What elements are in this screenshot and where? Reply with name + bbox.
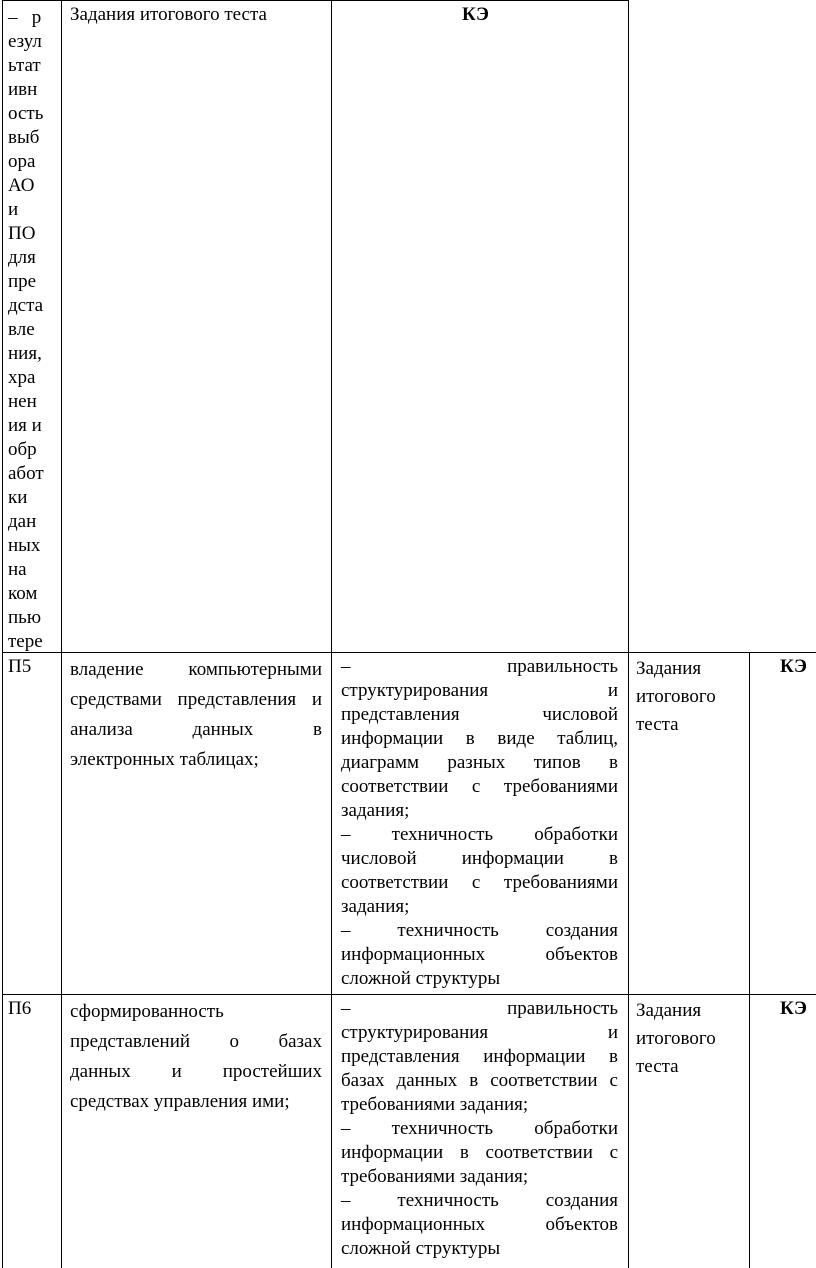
p5crit-line: информации в виде таблиц, xyxy=(341,728,618,749)
p5-code: П5 xyxy=(8,656,32,677)
p6-form xyxy=(636,997,716,1081)
p6crit-line: требованиями задания; xyxy=(341,1166,529,1187)
contcol1-line: ора xyxy=(8,151,36,172)
contcol1-line: пью xyxy=(8,607,42,628)
p6crit-line: структурирования и xyxy=(341,1022,618,1043)
p5-form xyxy=(636,655,716,739)
contcol1-line: пре xyxy=(8,271,37,292)
p5crit-line: сложной структуры xyxy=(341,968,501,989)
contcol1-line: ПО xyxy=(8,223,36,244)
p5crit-line: числовой информации в xyxy=(341,848,618,869)
p6crit-line: представления информации в xyxy=(341,1046,618,1067)
cont-result-cell xyxy=(8,6,44,654)
contcol1-line: хра xyxy=(8,367,36,388)
p5crit-line: задания; xyxy=(341,800,410,821)
contcol1-line: ьтат xyxy=(8,55,41,76)
contcol1-line: дан xyxy=(8,511,37,532)
p6crit-line: информационных объектов xyxy=(341,1214,618,1235)
p6-criteria xyxy=(341,997,618,1261)
p5crit-line: задания; xyxy=(341,896,410,917)
p6res-line: средствах управления ими; xyxy=(70,1091,290,1112)
contcol1-line: ных xyxy=(8,535,41,556)
p5crit-line: – техничность создания xyxy=(341,920,618,941)
p5crit-line: диаграмм разных типов в xyxy=(341,752,618,773)
p6form-line: итогового xyxy=(636,1028,716,1049)
table-border-row2 xyxy=(2,994,816,995)
p6crit-line: – техничность создания xyxy=(341,1190,618,1211)
p6crit-line: базах данных в соответствии с xyxy=(341,1070,618,1091)
p5crit-line: соответствии с требованиями xyxy=(341,872,618,893)
p5-criteria xyxy=(341,655,618,991)
contcol1-line: вле xyxy=(8,319,35,340)
p6crit-line: требованиями задания; xyxy=(341,1094,529,1115)
table-border-row1 xyxy=(2,652,816,653)
table-border-top xyxy=(2,0,629,1)
cont-form-cell: Задания итогового теста xyxy=(70,4,267,25)
contcol1-line: – р xyxy=(8,7,42,28)
contcol1-line: на xyxy=(8,559,27,580)
contcol1-line: выб xyxy=(8,127,40,148)
contcol1-line: для xyxy=(8,247,36,268)
p6crit-line: – техничность обработки xyxy=(341,1118,618,1139)
contcol1-line: нен xyxy=(8,391,37,412)
p6crit-line: информации в соответствии с xyxy=(341,1142,618,1163)
p6res-line: данных и простейших xyxy=(70,1061,322,1082)
table-border-left xyxy=(2,0,3,1268)
contcol1-line: абот xyxy=(8,463,44,484)
p6-ke: КЭ xyxy=(780,998,807,1019)
contcol1-line: ки xyxy=(8,487,28,508)
p6form-line: Задания xyxy=(636,1000,702,1021)
contcol1-line: езул xyxy=(8,31,42,52)
table-border-col2 xyxy=(61,0,62,1268)
p5crit-line: информационных объектов xyxy=(341,944,618,965)
table-border-col4 xyxy=(628,0,629,1268)
contcol1-line: ость xyxy=(8,103,44,124)
contcol1-line: ния, xyxy=(8,343,42,364)
p5crit-line: соответствии с требованиями xyxy=(341,776,618,797)
table-border-col5 xyxy=(749,652,750,1268)
contcol1-line: обр xyxy=(8,439,37,460)
p5form-line: итогового xyxy=(636,686,716,707)
cont-ke-cell: КЭ xyxy=(462,4,489,25)
contcol1-line: тере xyxy=(8,631,43,652)
p5res-line: средствами представления и xyxy=(70,689,322,710)
p6res-line: сформированность xyxy=(70,1001,224,1022)
contcol1-line: ивн xyxy=(8,79,38,100)
contcol1-line: дста xyxy=(8,295,44,316)
p6res-line: представлений о базах xyxy=(70,1031,322,1052)
p5crit-line: – правильность xyxy=(341,656,618,677)
p5crit-line: – техничность обработки xyxy=(341,824,618,845)
p5crit-line: представления числовой xyxy=(341,704,618,725)
table-border-col3 xyxy=(331,0,332,1268)
p5-ke: КЭ xyxy=(780,656,807,677)
contcol1-line: ком xyxy=(8,583,38,604)
contcol1-line: ия и xyxy=(8,415,42,436)
p5res-line: анализа данных в xyxy=(70,719,322,740)
p6-code: П6 xyxy=(8,998,32,1019)
p6crit-line: – правильность xyxy=(341,998,618,1019)
p5-result xyxy=(70,655,322,775)
p5form-line: теста xyxy=(636,714,679,735)
p5res-line: электронных таблицах; xyxy=(70,749,259,770)
p5form-line: Задания xyxy=(636,658,702,679)
contcol1-line: и xyxy=(8,199,19,220)
p6-result xyxy=(70,997,322,1117)
p6form-line: теста xyxy=(636,1056,679,1077)
p5crit-line: структурирования и xyxy=(341,680,618,701)
contcol1-line: АО xyxy=(8,175,35,196)
p5res-line: владение компьютерными xyxy=(70,659,322,680)
p6crit-line: сложной структуры xyxy=(341,1238,501,1259)
